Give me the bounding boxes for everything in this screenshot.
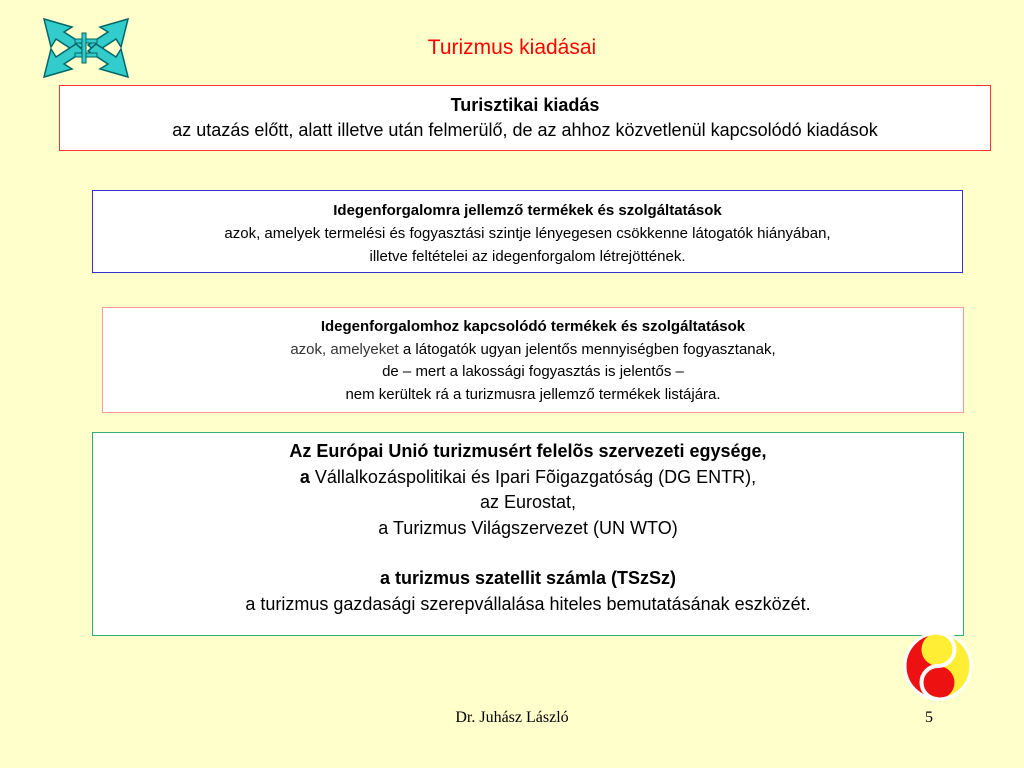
yin-yang-icon xyxy=(903,631,973,701)
characteristic-products-box xyxy=(92,190,963,273)
box4-line1-bold: a xyxy=(299,466,310,487)
box4-line3: a Turizmus Világszervezet (UN WTO) xyxy=(378,517,678,538)
box4-line2: az Eurostat, xyxy=(479,492,577,512)
footer-author: Dr. Juhász László xyxy=(455,709,569,726)
box3-line1-rest: a látogatók ugyan jelentős mennyiségben fogyasztanak, xyxy=(398,340,776,358)
box3-heading: Idegenforgalomhoz kapcsolódó termékek és szolgáltatások xyxy=(320,318,746,335)
box1-text: az utazás előtt, alatt illetve után felmerülő, de az ahhoz közvetlenül kapcsolódó kiadások xyxy=(172,120,878,140)
box3-line1-prefix: azok, amelyeket xyxy=(290,340,399,358)
box1-heading: Turisztikai kiadás xyxy=(450,95,600,115)
box4-line1 xyxy=(93,465,963,491)
tourism-expenditure-box xyxy=(59,85,991,151)
box2-line1: azok, amelyek termelési és fogyasztási szintje lényegesen csökkenne látogatók hiányában, xyxy=(224,225,831,242)
box4-spacer xyxy=(93,541,963,566)
box4-line4: a turizmus gazdasági szerepvállalása hiteles bemutatásának eszközét. xyxy=(245,593,811,614)
box3-line1 xyxy=(103,339,963,362)
box4-heading2: a turizmus szatellit számla (TSzSz) xyxy=(379,568,677,588)
eu-organisations-box xyxy=(92,432,964,636)
box3-line3: nem kerültek rá a turizmusra jellemző termékek listájára. xyxy=(345,385,721,403)
box3-line2: de – mert a lakossági fogyasztás is jelentős – xyxy=(382,363,684,380)
box2-heading: Idegenforgalomra jellemző termékek és szolgáltatások xyxy=(333,202,722,219)
slide-title: Turizmus kiadásai xyxy=(427,36,597,59)
box2-line2: illetve feltételei az idegenforgalom létrejöttének. xyxy=(369,248,686,265)
box4-line1-rest: Vállalkozáspolitikai és Ipari Fõigazgatóság (DG ENTR), xyxy=(309,466,757,487)
connected-products-box xyxy=(102,307,964,413)
box4-heading: Az Európai Unió turizmusért felelõs szervezeti egysége, xyxy=(289,441,767,461)
page-number: 5 xyxy=(925,709,933,726)
